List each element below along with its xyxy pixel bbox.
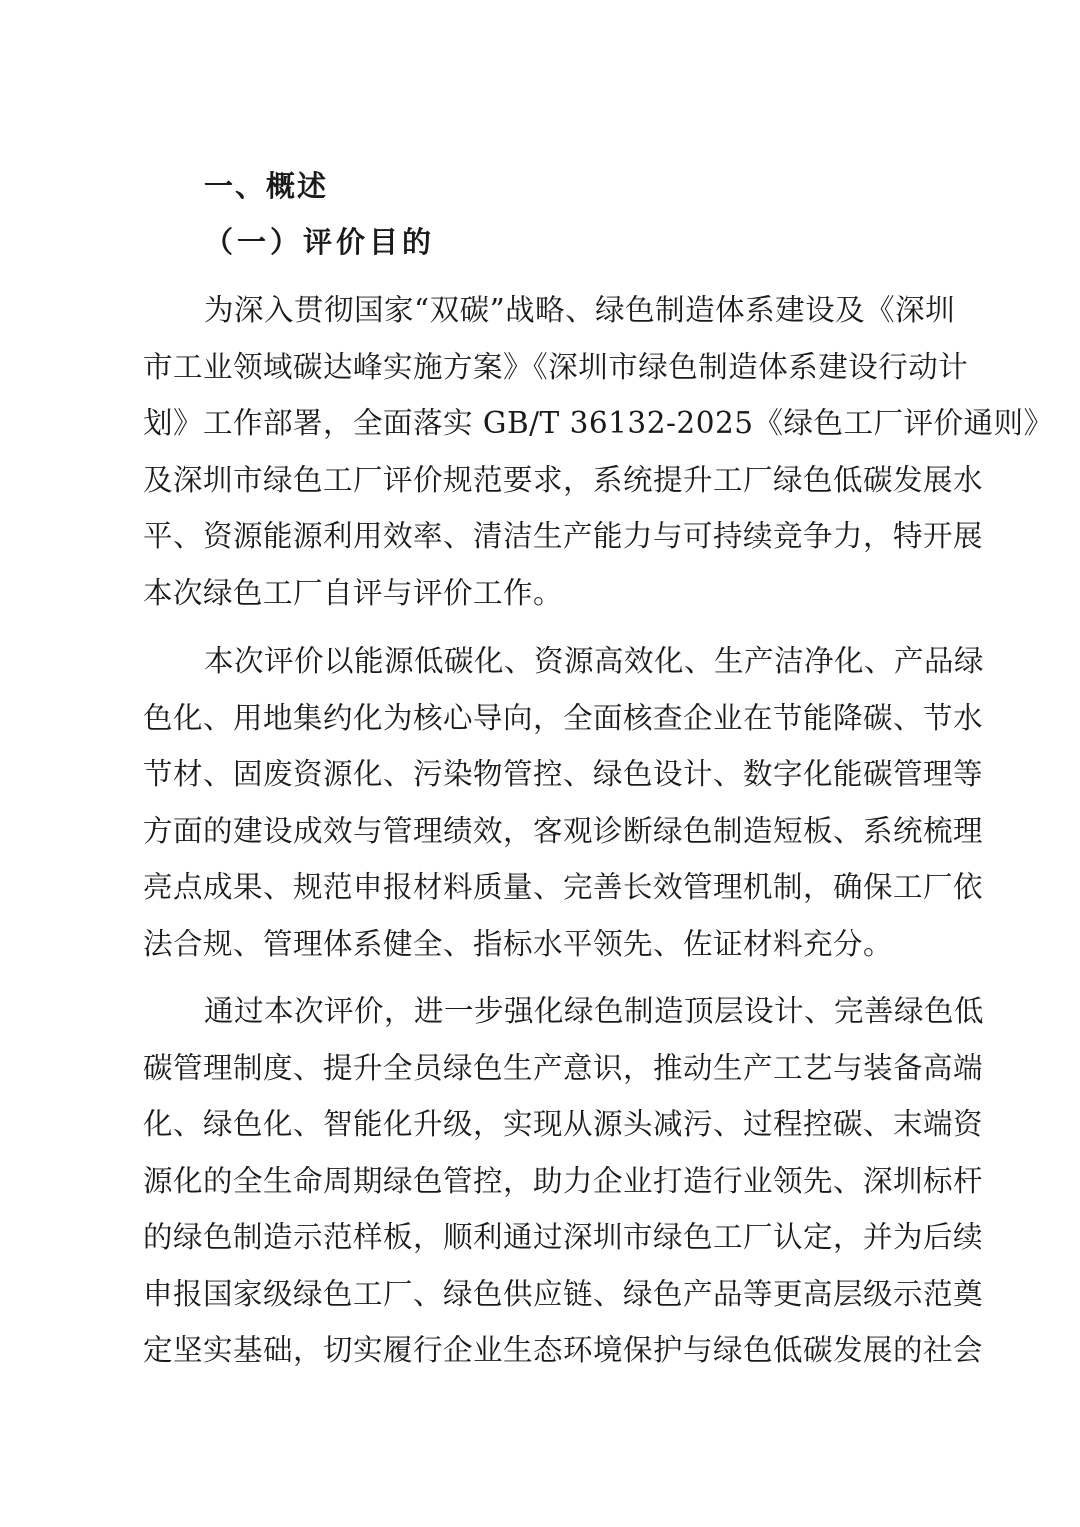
- paragraph-scope: [143, 633, 985, 972]
- paragraph-purpose: [143, 282, 1054, 621]
- paragraph-line: 本次评价以能源低碳化、资源高效化、生产洁净化、产品绿: [204, 644, 985, 678]
- paragraph-line: 源化的全生命周期绿色管控，助力企业打造行业领先、深圳标杆: [143, 1163, 984, 1198]
- section-heading: 一、概述: [204, 169, 329, 203]
- paragraph-line: 划》工作部署，全面落实 GB/T 36132-2025《绿色工厂评价通则》: [143, 406, 1054, 440]
- paragraph-line: 亮点成果、规范申报材料质量、完善长效管理机制，确保工厂依: [143, 870, 984, 904]
- paragraph-line: 定坚实基础，切实履行企业生态环境保护与绿色低碳发展的社会: [143, 1333, 984, 1367]
- paragraph-line: 法合规、管理体系健全、指标水平领先、佐证材料充分。: [143, 926, 894, 961]
- paragraph-goals: [143, 983, 985, 1379]
- paragraph-line: 通过本次评价，进一步强化绿色制造顶层设计、完善绿色低: [204, 994, 985, 1028]
- paragraph-line: 市工业领域碳达峰实施方案》《深圳市绿色制造体系建设行动计: [143, 349, 969, 384]
- paragraph-line: 平、资源能源利用效率、清洁生产能力与可持续竞争力，特开展: [143, 519, 984, 553]
- paragraph-line: 本次绿色工厂自评与评价工作。: [143, 575, 564, 610]
- paragraph-line: 申报国家级绿色工厂、绿色供应链、绿色产品等更高层级示范奠: [143, 1276, 984, 1311]
- paragraph-line: 为深入贯彻国家“双碳”战略、绿色制造体系建设及《深圳: [204, 293, 956, 327]
- paragraph-line: 碳管理制度、提升全员绿色生产意识，推动生产工艺与装备高端: [143, 1050, 984, 1085]
- paragraph-line: 化、绿色化、智能化升级，实现从源头减污、过程控碳、末端资: [143, 1107, 984, 1141]
- paragraph-line: 节材、固废资源化、污染物管控、绿色设计、数字化能碳管理等: [143, 757, 984, 791]
- subsection-heading: （一）评价目的: [204, 225, 436, 259]
- paragraph-line: 方面的建设成效与管理绩效，客观诊断绿色制造短板、系统梳理: [143, 813, 984, 848]
- paragraph-line: 的绿色制造示范样板，顺利通过深圳市绿色工厂认定，并为后续: [143, 1220, 984, 1254]
- paragraph-line: 及深圳市绿色工厂评价规范要求，系统提升工厂绿色低碳发展水: [143, 462, 984, 497]
- paragraph-line: 色化、用地集约化为核心导向，全面核查企业在节能降碳、节水: [143, 700, 984, 735]
